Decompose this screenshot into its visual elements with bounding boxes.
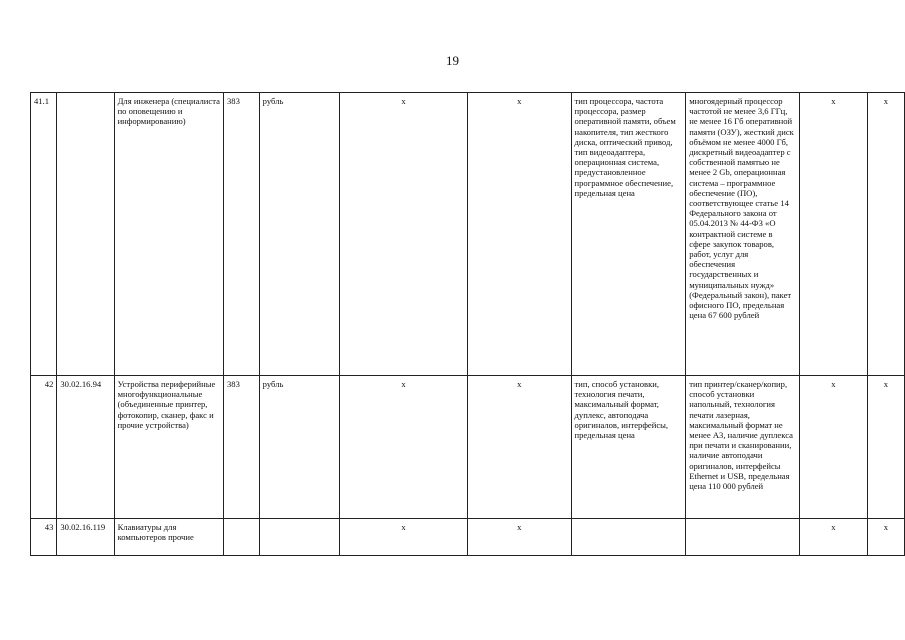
row-number: 42 [31,376,57,519]
okpd-code [57,93,114,376]
unit-code [223,519,259,556]
unit-code: 383 [223,376,259,519]
characteristics-cell [571,519,686,556]
okpd-code: 30.02.16.94 [57,376,114,519]
okpd-code: 30.02.16.119 [57,519,114,556]
item-name: Устройства периферийные многофункциональные (объединенные принтер, фотокопир, сканер, факс и прочие устройства) [114,376,223,519]
mark-cell: x [867,519,904,556]
unit-code: 383 [223,93,259,376]
mark-cell: x [340,376,468,519]
mark-cell: x [799,376,867,519]
mark-cell: x [799,519,867,556]
mark-cell: x [467,376,571,519]
mark-cell: x [340,519,468,556]
mark-cell: x [467,93,571,376]
mark-cell: x [867,376,904,519]
table-row [31,376,905,519]
row-number: 41.1 [31,93,57,376]
characteristics-cell: тип процессора, частота процессора, размер оперативной памяти, объем накопителя, тип жесткого диска, оптический привод, тип видеоадаптера, операционная система, предустановленное программное обеспечение, предельная цена [571,93,686,376]
unit-name [259,519,339,556]
row-number: 43 [31,519,57,556]
characteristics-cell: тип, способ установки, технология печати, максимальный формат, дуплекс, автоподача оригиналов, интерфейсы, предельная цена [571,376,686,519]
item-name: Для инженера (специалиста по оповещению и информированию) [114,93,223,376]
table-row [31,519,905,556]
page-number: 19 [446,53,459,68]
unit-name: рубль [259,93,339,376]
mark-cell: x [340,93,468,376]
unit-name: рубль [259,376,339,519]
mark-cell: x [467,519,571,556]
specification-table [30,92,905,556]
mark-cell: x [867,93,904,376]
values-cell: многоядерный процессор частотой не менее 3,6 ГГц, не менее 16 Гб оперативной памяти (ОЗУ), жесткий диск объёмом не менее 4000 Гб, дискретный видеоадаптер с собственной памятью не менее 2 Gb, операционная система – программное обеспечение (ПО), соответствующее статье 14 Федерального закона от 05.04.2013 № 44-ФЗ «О контрактной системе в сфере закупок товаров, работ, услуг для обеспечения государственных и муниципальных нужд» (Федеральный закон), пакет офисного ПО, предельная цена 67 600 рублей [686,93,800,376]
table-row [31,93,905,376]
item-name: Клавиатуры для компьютеров прочие [114,519,223,556]
values-cell [686,519,800,556]
mark-cell: x [799,93,867,376]
values-cell: тип принтер/сканер/копир, способ установки напольный, технология печати лазерная, максимальный формат не менее А3, наличие дуплекса при печати и сканировании, наличие автоподачи оригиналов, интерфейсы Ethernet и USB, предельная цена 110 000 рублей [686,376,800,519]
